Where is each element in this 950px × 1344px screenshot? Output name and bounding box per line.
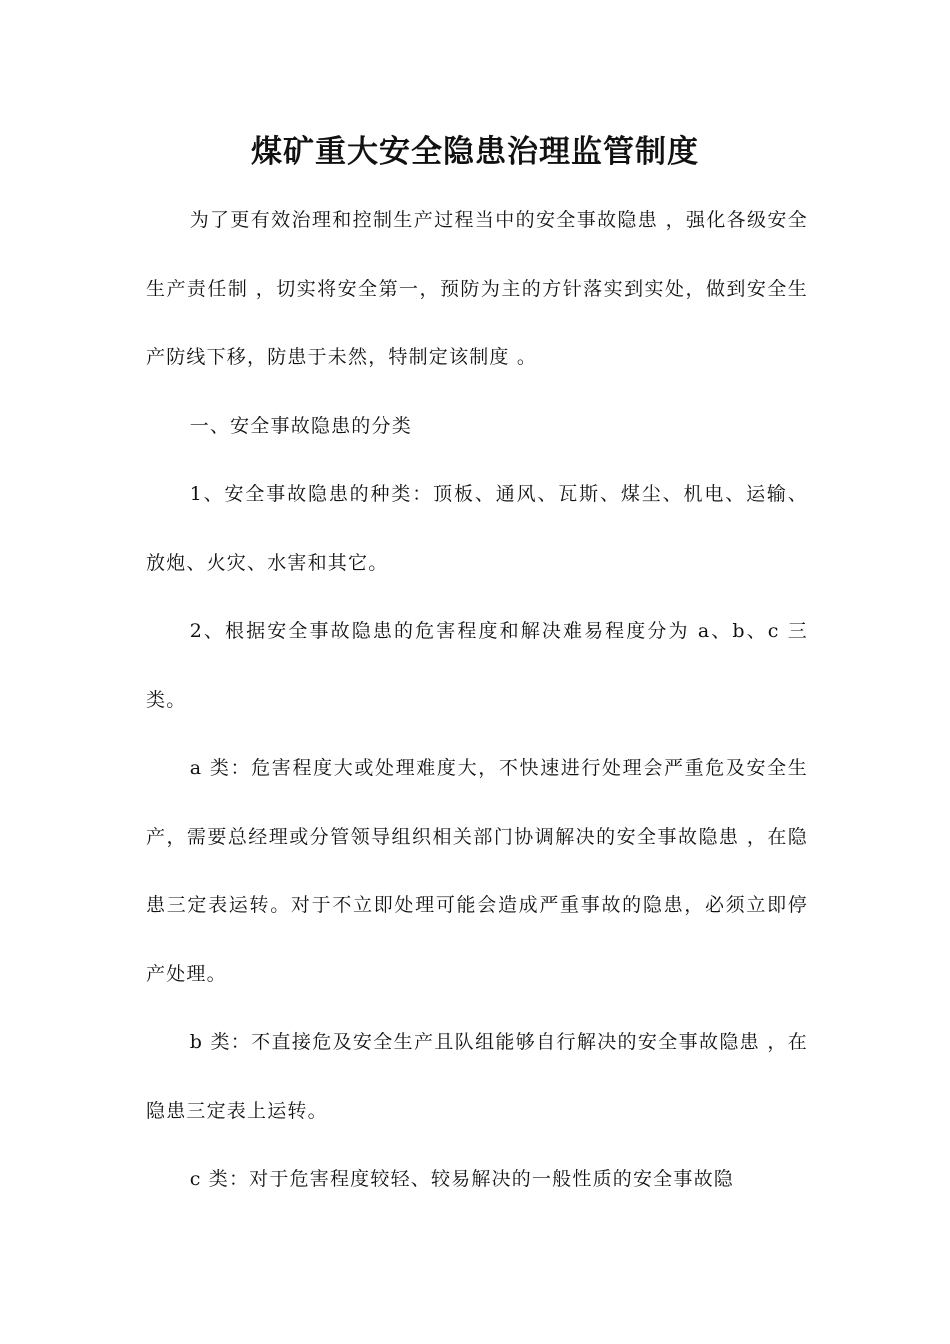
paragraph-hazard-types: 1、安全事故隐患的种类：顶板、通风、瓦斯、煤尘、机电、运输、放炮、火灾、水害和其它。 [146, 483, 808, 574]
paragraph-class-c: c 类：对于危害程度较轻、较易解决的一般性质的安全事故隐 [189, 1168, 734, 1190]
paragraph-class-a: a 类：危害程度大或处理难度大，不快速进行处理会严重危及安全生产，需要总经理或分管领导组织相关部门协调解决的安全事故隐患 ，在隐患三定表运转。对于不立即处理可能会造成严重事故的隐患，必须立即停产处理。 [146, 757, 808, 985]
paragraph-intro: 为了更有效治理和控制生产过程当中的安全事故隐患 ，强化各级安全生产责任制 ，切实将安全第一，预防为主的方针落实到实处，做到安全生产防线下移，防患于未然，特制定该制度 。 [146, 209, 808, 368]
paragraph-class-b: b 类：不直接危及安全生产且队组能够自行解决的安全事故隐患 ，在隐患三定表上运转。 [146, 1031, 808, 1122]
document-title: 煤矿重大安全隐患治理监管制度 [251, 134, 699, 170]
section-heading-classification: 一、安全事故隐患的分类 [189, 414, 412, 437]
paragraph-hazard-levels: 2、根据安全事故隐患的危害程度和解决难易程度分为 a、b、c 三类。 [146, 620, 808, 711]
document-body [146, 186, 808, 1214]
